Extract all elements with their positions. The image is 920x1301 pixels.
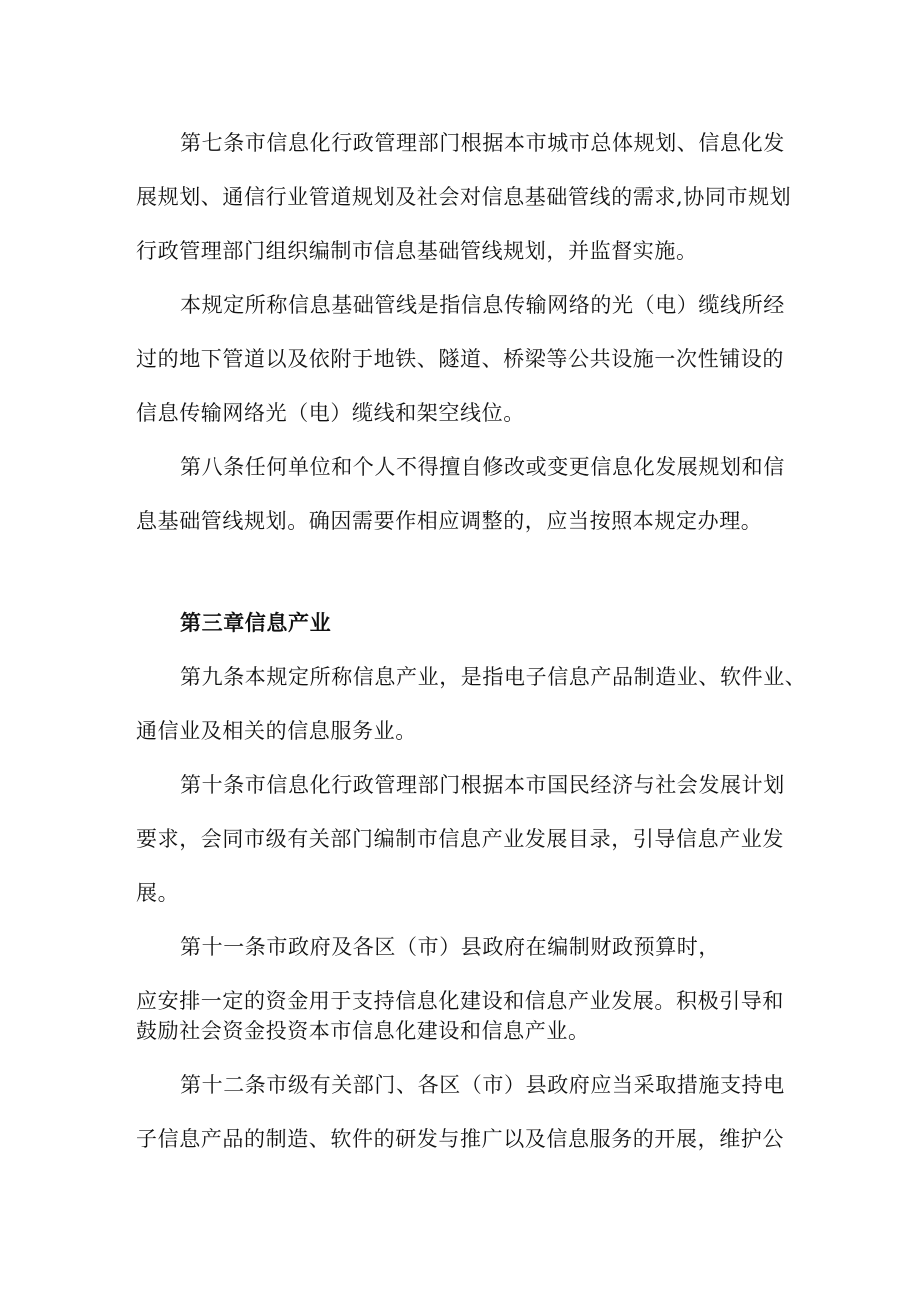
chapter-3-heading: 第三章信息产业 [180,611,332,635]
article-10-line-3: 展。 [136,881,180,905]
article-7-line-1: 第七条市信息化行政管理部门根据本市城市总体规划、信息化发 [180,131,785,155]
article-11-line-3: 鼓励社会资金投资本市信息化建设和信息产业。 [136,1019,590,1043]
article-9-line-2: 通信业及相关的信息服务业。 [136,719,417,743]
article-7-line-3: 行政管理部门组织编制市信息基础管线规划，并监督实施。 [136,239,698,263]
article-12-line-1: 第十二条市级有关部门、各区（市）县政府应当采取措施支持电 [180,1073,785,1097]
article-7-para2-line-3: 信息传输网络光（电）缆线和架空线位。 [136,401,525,425]
article-7-para2-line-2: 过的地下管道以及依附于地铁、隧道、桥梁等公共设施一次性铺设的 [136,347,784,371]
article-9-line-1: 第九条本规定所称信息产业，是指电子信息产品制造业、软件业、 [180,665,807,689]
article-11-line-1: 第十一条市政府及各区（市）县政府在编制财政预算时， [180,935,720,959]
article-10-line-1: 第十条市信息化行政管理部门根据本市国民经济与社会发展计划 [180,773,785,797]
article-8-line-2: 息基础管线规划。确因需要作相应调整的，应当按照本规定办理。 [136,509,763,533]
article-7-para2-line-1: 本规定所称信息基础管线是指信息传输网络的光（电）缆线所经 [180,293,785,317]
article-12-line-2: 子信息产品的制造、软件的研发与推广以及信息服务的开展，维护公 [136,1127,784,1151]
article-11-line-2: 应安排一定的资金用于支持信息化建设和信息产业发展。积极引导和 [136,989,784,1013]
article-7-line-2: 展规划、通信行业管道规划及社会对信息基础管线的需求,协同市规划 [136,185,792,209]
article-10-line-2: 要求，会同市级有关部门编制市信息产业发展目录，引导信息产业发 [136,827,784,851]
article-8-line-1: 第八条任何单位和个人不得擅自修改或变更信息化发展规划和信 [180,455,785,479]
